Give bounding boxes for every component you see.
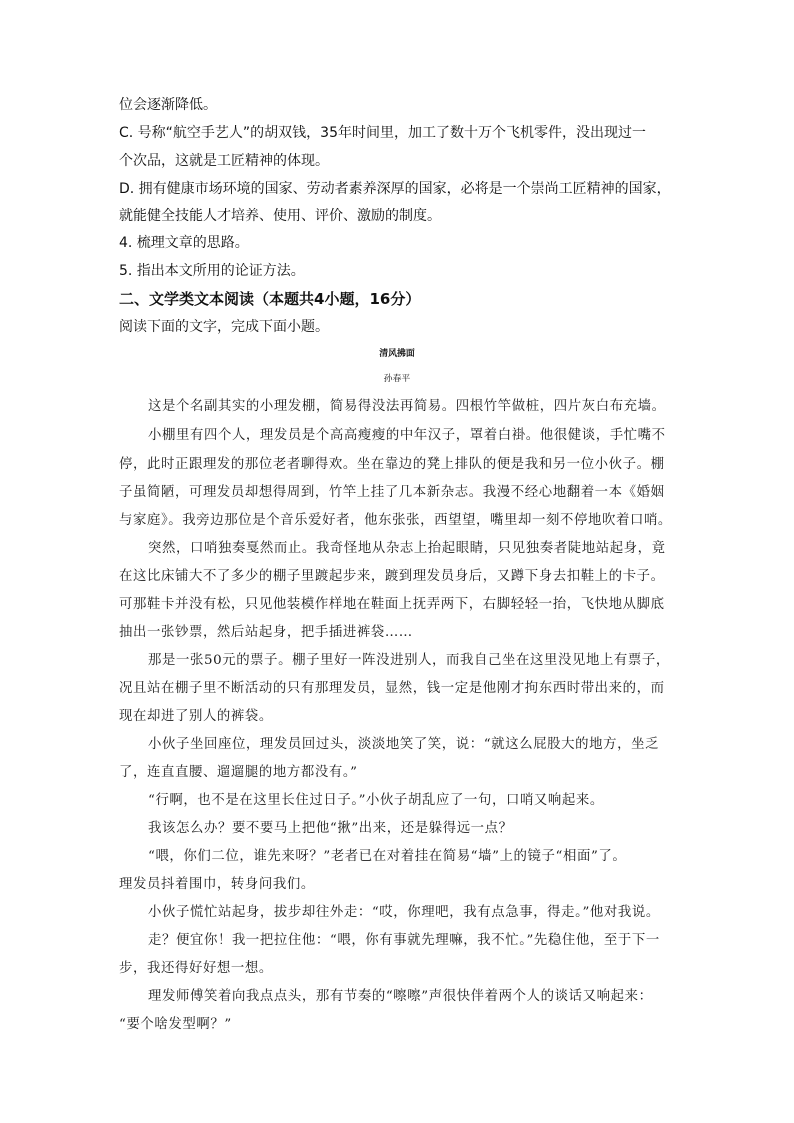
option-d-line-1: D. 拥有健康市场环境的国家、劳动者素养深厚的国家，必将是一个崇尚工匠精神的国家，	[119, 181, 671, 197]
option-c-line-1: C. 号称“航空手艺人”的胡双钱，35年时间里，加工了数十万个飞机零件，没出现过一	[119, 125, 646, 141]
option-c-line-2: 个次品，这就是工匠精神的体现。	[119, 153, 329, 169]
story-line: “行啊，也不是在这里长住过日子。”小伙子胡乱应了一句，口哨又响起来。	[148, 793, 604, 808]
story-line: 走？便宜你！我一把拉住他：“喂，你有事就先理嘛，我不忙。”先稳住他，至于下一	[148, 933, 660, 948]
section-instruction: 阅读下面的文字，完成下面小题。	[119, 319, 329, 335]
story-line: 理发师傅笑着向我点点头，那有节奏的“嚓嚓”声很快伴着两个人的谈话又响起来：	[148, 989, 653, 1004]
story-line: 况且站在棚子里不断活动的只有那理发员，显然，钱一定是他刚才拘东西时带出来的，而	[119, 681, 665, 696]
story-line: 那是一张50元的票子。棚子里好一阵没进别人，而我自己坐在这里没见地上有票子，	[148, 653, 670, 668]
story-line: 与家庭》。我旁边那位是个音乐爱好者，他东张张，西望望，嘴里却一刻不停地吹着口哨。	[119, 513, 672, 528]
question-4: 4. 梳理文章的思路。	[119, 235, 249, 251]
story-title: 清风拂面	[379, 349, 415, 359]
story-author: 孙春平	[383, 374, 411, 384]
story-line: 小伙子慌忙站起身，拔步却往外走：“哎，你理吧，我有点急事，得走。”他对我说。	[148, 905, 660, 920]
story-line: 理发员抖着围巾，转身问我们。	[119, 877, 315, 892]
story-line: 突然，口哨独奏戛然而止。我奇怪地从杂志上抬起眼睛，只见独奏者陡地站起身，竟	[148, 541, 666, 556]
story-line: 现在却进了别人的裤袋。	[119, 709, 273, 724]
option-b-continuation: 位会逐渐降低。	[119, 97, 217, 113]
story-line: 在这比床铺大不了多少的棚子里踱起步来，踱到理发员身后，又蹲下身去扣鞋上的卡子。	[119, 569, 665, 584]
option-d-line-2: 就能健全技能人才培养、使用、评价、激励的制度。	[119, 208, 441, 224]
story-line: 可那鞋卡并没有松，只见他装模作样地在鞋面上抚弄两下，右脚轻轻一抬，飞快地从脚底	[119, 597, 665, 612]
story-line: 停，此时正跟理发的那位老者聊得欢。坐在靠边的凳上排队的便是我和另一位小伙子。棚	[119, 457, 665, 472]
story-line: 了，连直直腰、遛遛腿的地方都没有。”	[119, 765, 358, 780]
story-line: 这是个名副其实的小理发棚，简易得没法再简易。四根竹竿做桩，四片灰白布充墙。	[148, 399, 666, 414]
story-line: “要个啥发型啊？”	[119, 1017, 232, 1032]
story-line: 小伙子坐回座位，理发员回过头，淡淡地笑了笑，说：“就这么屁股大的地方，坐乏	[148, 737, 660, 752]
section-heading: 二、文学类文本阅读（本题共4小题，16分）	[119, 290, 421, 308]
question-5: 5. 指出本文所用的论证方法。	[119, 263, 305, 279]
story-line: 抽出一张钞票，然后站起身，把手插进裤袋……	[119, 625, 413, 640]
story-line: 子虽简陋，可理发员却想得周到，竹竿上挂了几本新杂志。我漫不经心地翻着一本《婚姻	[119, 485, 665, 500]
story-line: 小棚里有四个人，理发员是个高高瘦瘦的中年汉子，罩着白褂。他很健谈，手忙嘴不	[148, 428, 666, 443]
story-line: 步，我还得好好想一想。	[119, 961, 273, 976]
story-line: 我该怎么办？要不要马上把他“揪”出来，还是躲得远一点？	[148, 821, 513, 836]
story-line: “喂，你们二位，谁先来呀？”老者已在对着挂在简易“墙”上的镜子“相面”了。	[148, 849, 627, 864]
